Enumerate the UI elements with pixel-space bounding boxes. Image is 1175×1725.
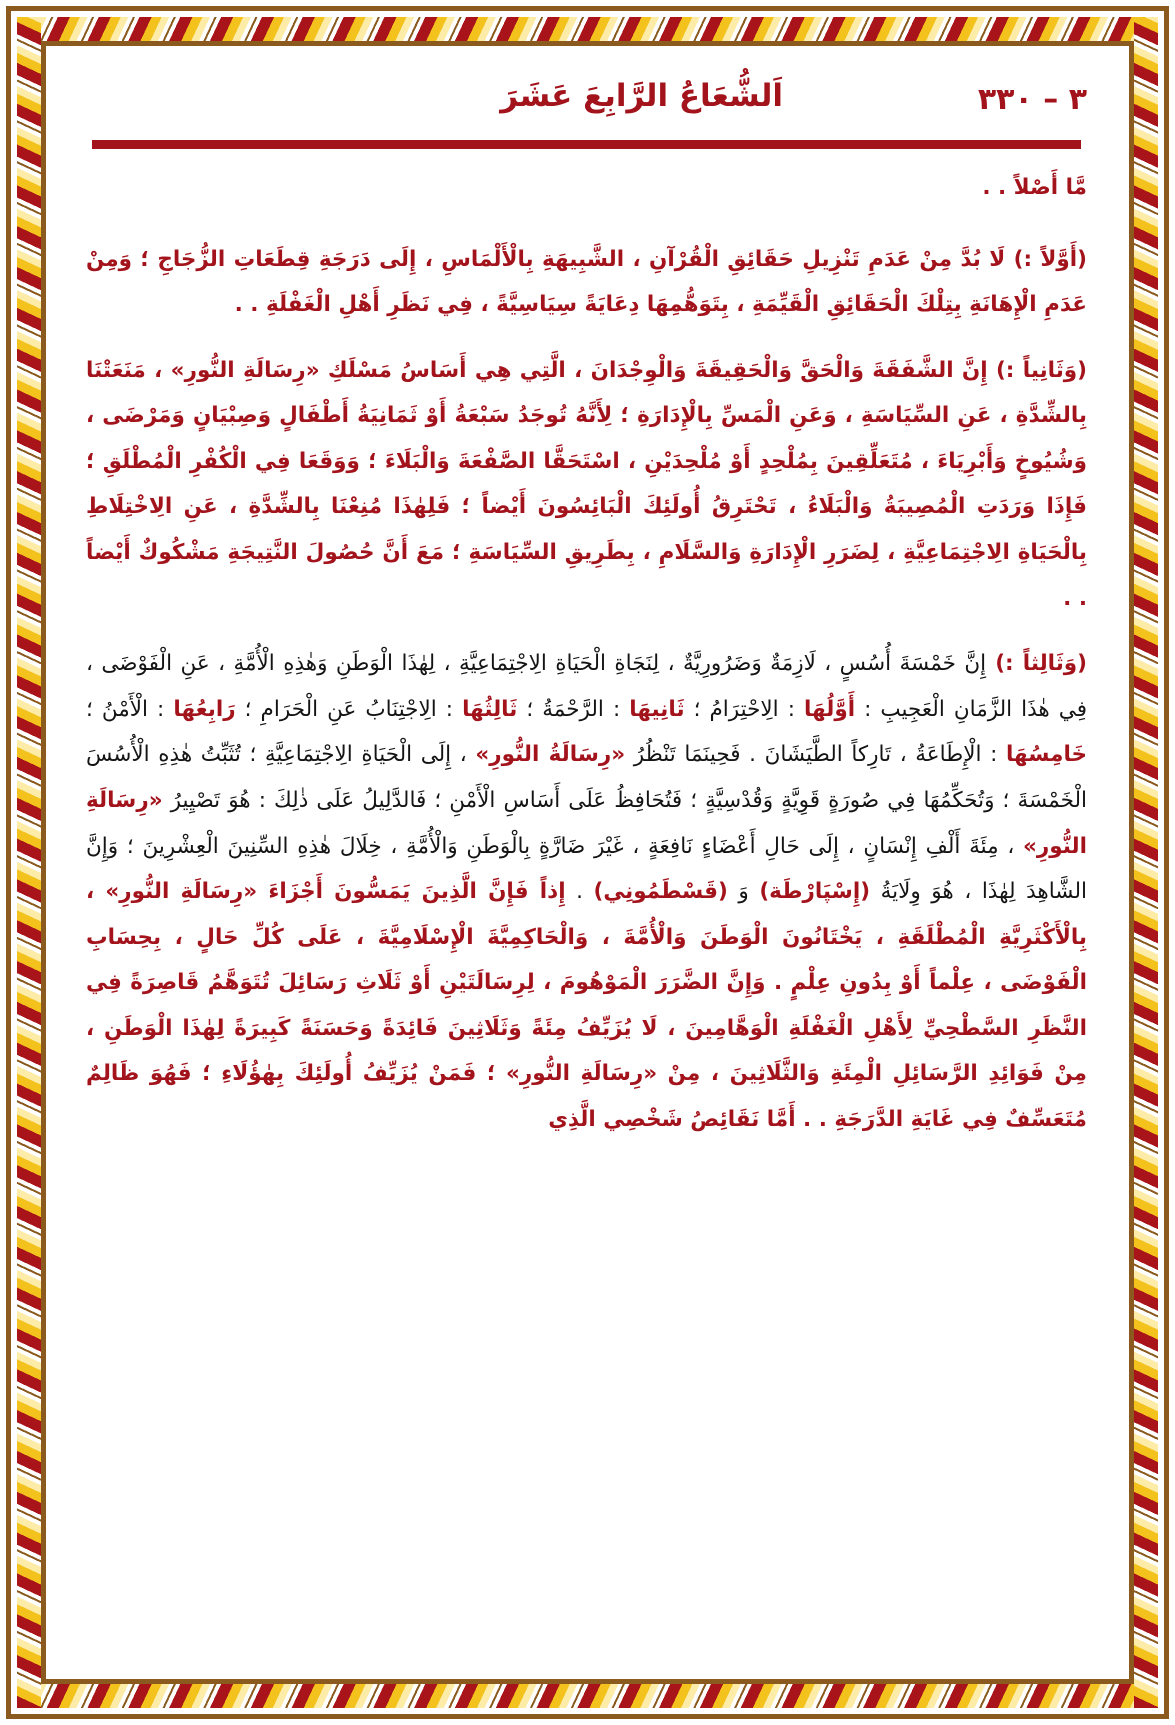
paragraph-thalithan <box>86 641 1087 1142</box>
body-text <box>74 165 1101 1143</box>
text-segment-black: : الْإِطَاعَةُ ، تَارِكاً الطَّيَشَانَ . فَحِينَمَا تَنْظُرُ <box>625 742 1006 768</box>
ornament-band-left <box>17 17 41 1708</box>
text-segment-red: أَوَّلُهَا <box>804 696 856 722</box>
ornament-band-bottom <box>17 1684 1158 1708</box>
text-segment-red: (وَثَالِثاً :) <box>986 651 1087 677</box>
text-segment-red: ثَالِثُهَا <box>462 696 518 722</box>
page-content <box>52 52 1123 1673</box>
paragraph-awwalan <box>86 237 1087 328</box>
text-segment-black: : الرَّحْمَةُ ؛ <box>517 696 630 722</box>
text-segment-black: ، مِئَةَ أَلْفِ إِنْسَانٍ ، إِلَى حَالِ أَعْضَاءٍ نَافِعَةٍ ، غَيْرَ ضَارَّةٍ بِالْوَطَنِ وَالْأُمَّةِ ، خِلَالَ هٰذِهِ السِّنِينَ الْعِشْرِينَ ؛ وَإِنَّ الشَّاهِدَ لِهٰذَا ، هُوَ وِلَايَةُ <box>86 833 1087 905</box>
page-number: ٣ – ٣٣٠ <box>977 82 1087 117</box>
text-segment-red: (وَثَانِياً :) إِنَّ الشَّفَقَةَ وَالْحَقَّ وَالْحَقِيقَةَ وَالْوِجْدَانَ ، الَّتِي هِي أَسَاسُ مَسْلَكِ «رِسَالَةِ النُّورِ» ، مَنَعَتْنَا بِالشِّدَّةِ ، عَنِ السِّيَاسَةِ ، وَعَنِ الْمَسِّ بِالْإِدَارَةِ ؛ لِأَنَّهُ تُوجَدُ سَبْعَةُ أَوْ ثَمَانِيَةُ أَطْفَالٍ وَصِبْيَانٍ وَمَرْضَى ، وَشُيُوخٍ وَأَبْرِيَاءَ ، مُتَعَلِّقِينَ بِمُلْحِدٍ أَوْ مُلْحِدَيْنِ ، اسْتَحَقَّا الصَّفْعَةَ وَالْبَلَاءَ ؛ وَوَقَعَا فِي الْكُفْرِ الْمُطْلَقِ ؛ فَإِذَا وَرَدَتِ الْمُصِيبَةُ وَالْبَلَاءُ ، تَحْتَرِقُ أُولَئِكَ الْبَائِسُونَ أَيْضاً ؛ فَلِهٰذَا مُنِعْنَا بِالشِّدَّةِ ، عَنِ الِاخْتِلَاطِ بِالْحَيَاةِ الِاجْتِمَاعِيَّةِ ، لِضَرَرِ الْإِدَارَةِ وَالسَّلَامِ ، بِطَرِيقِ السِّيَاسَةِ ؛ مَعَ أَنَّ حُصُولَ النَّتِيجَةِ مَشْكُوكٌ أَيْضاً . . <box>86 357 1087 611</box>
ornament-band-top <box>17 17 1158 41</box>
header-divider-rule <box>92 138 1081 151</box>
text-segment-red: (أَوَّلاً :) لَا بُدَّ مِنْ عَدَمِ تَنْزِيلِ حَقَائِقِ الْقُرْآنِ ، الشَّبِيهَةِ بِالْأَلْمَاسِ ، إِلَى دَرَجَةِ قِطَعَاتِ الزُّجَاجِ ؛ وَمِنْ عَدَمِ الْإِهَانَةِ بِتِلْكَ الْحَقَائِقِ الْقَيِّمَةِ ، بِتَوَهُّمِهَا دِعَايَةً سِيَاسِيَّةً ، فِي نَظَرِ أَهْلِ الْغَفْلَةِ . . <box>86 246 1087 318</box>
text-segment-black: إِنَّ خَمْسَةَ أُسُسٍ ، لَازِمَةٌ وَضَرُورِيَّةٌ ، لِنَجَاةِ الْحَيَاةِ الِاجْتِمَاعِيَّةِ ، لِهٰذَا الْوَطَنِ وَهٰذِهِ الْأُمَّةِ ، عَنِ الْفَوْضَى ، فِي هٰذَا الزَّمَانِ الْعَجِيبِ : <box>86 651 1088 722</box>
page-header <box>74 70 1101 134</box>
text-segment-red: ثَانِيهَا <box>629 696 685 722</box>
text-segment-black: . <box>565 879 594 905</box>
text-segment-red: خَامِسُهَا <box>1005 742 1088 768</box>
text-segment-black: : الِاحْتِرَامُ ؛ <box>684 696 804 722</box>
text-segment-red: إِذاً فَإِنَّ الَّذِينَ يَمَسُّونَ أَجْزَاءَ «رِسَالَةِ النُّورِ» ، بِالْأَكْثَرِيَّةِ الْمُطْلَقَةِ ، يَخْتَانُونَ الْوَطَنَ وَالْأُمَّةَ ، وَالْحَاكِمِيَّةَ الْإِسْلَامِيَّةَ ، عَلَى كُلِّ حَالٍ ، بِحِسَابِ الْفَوْضَى ، عِلْماً أَوْ بِدُونِ عِلْمٍ . وَإِنَّ الضَّرَرَ الْمَوْهُومَ ، لِرِسَالَتَيْنِ أَوْ ثَلَاثِ رَسَائِلَ تُتَوَهَّمُ قَاصِرَةً فِي النَّظَرِ السَّطْحِيِّ لِأَهْلِ الْغَفْلَةِ الْوَهَّامِينَ ، لَا يُزَيِّفُ مِئَةً وَثَلَاثِينَ فَائِدَةً وَحَسَنَةً كَبِيرَةً لِهٰذَا الْوَطَنِ ، مِنْ فَوَائِدِ الرَّسَائِلِ الْمِئَةِ وَالثَّلَاثِينَ ، مِنْ «رِسَالَةِ النُّورِ» ؛ فَمَنْ يُزَيِّفُ أُولَئِكَ بِهٰؤُلَاءِ ؛ فَهُوَ ظَالِمٌ مُتَعَسِّفٌ فِي غَايَةِ الدَّرَجَةِ . . أَمَّا نَقَائِصُ شَخْصِي الَّذِي <box>86 879 1087 1132</box>
chapter-title: اَلشُّعَاعُ الرَّابِعَ عَشَرَ <box>500 78 783 114</box>
text-segment-black: : الْأَمْنُ ؛ <box>86 696 174 722</box>
paragraph-continuation <box>86 165 1087 211</box>
text-segment-black: : الِاجْتِنَابُ عَنِ الْحَرَامِ ؛ <box>235 696 463 722</box>
ornament-band-right <box>1134 17 1158 1708</box>
text-segment-black: وَ <box>727 879 760 905</box>
paragraph-thaniyan <box>86 348 1087 621</box>
text-segment-red: مَّا أَصْلاً . . <box>982 175 1087 200</box>
text-segment-red: رَابِعُهَا <box>173 696 236 722</box>
text-segment-red: «رِسَالَةُ النُّورِ» <box>475 742 626 768</box>
text-segment-red: (إِسْپَارْطَة) <box>759 879 871 905</box>
text-segment-red: «رِسَالَةِ النُّورِ» <box>86 787 1087 859</box>
text-segment-black: ، إِلَى الْحَيَاةِ الِاجْتِمَاعِيَّةِ ؛ تُثَبِّتُ هٰذِهِ الْأُسُسَ الْخَمْسَةَ ؛ وَتُحَكِّمُهَا فِي صُورَةٍ قَوِيَّةٍ وَقُدْسِيَّةٍ ؛ فَتُحَافِظُ عَلَى أَسَاسِ الْأَمْنِ ؛ فَالدَّلِيلُ عَلَى ذٰلِكَ : هُوَ تَصْيِيرُ <box>86 742 1087 813</box>
text-segment-red: (قَسْطَمُونِي) <box>593 879 728 905</box>
